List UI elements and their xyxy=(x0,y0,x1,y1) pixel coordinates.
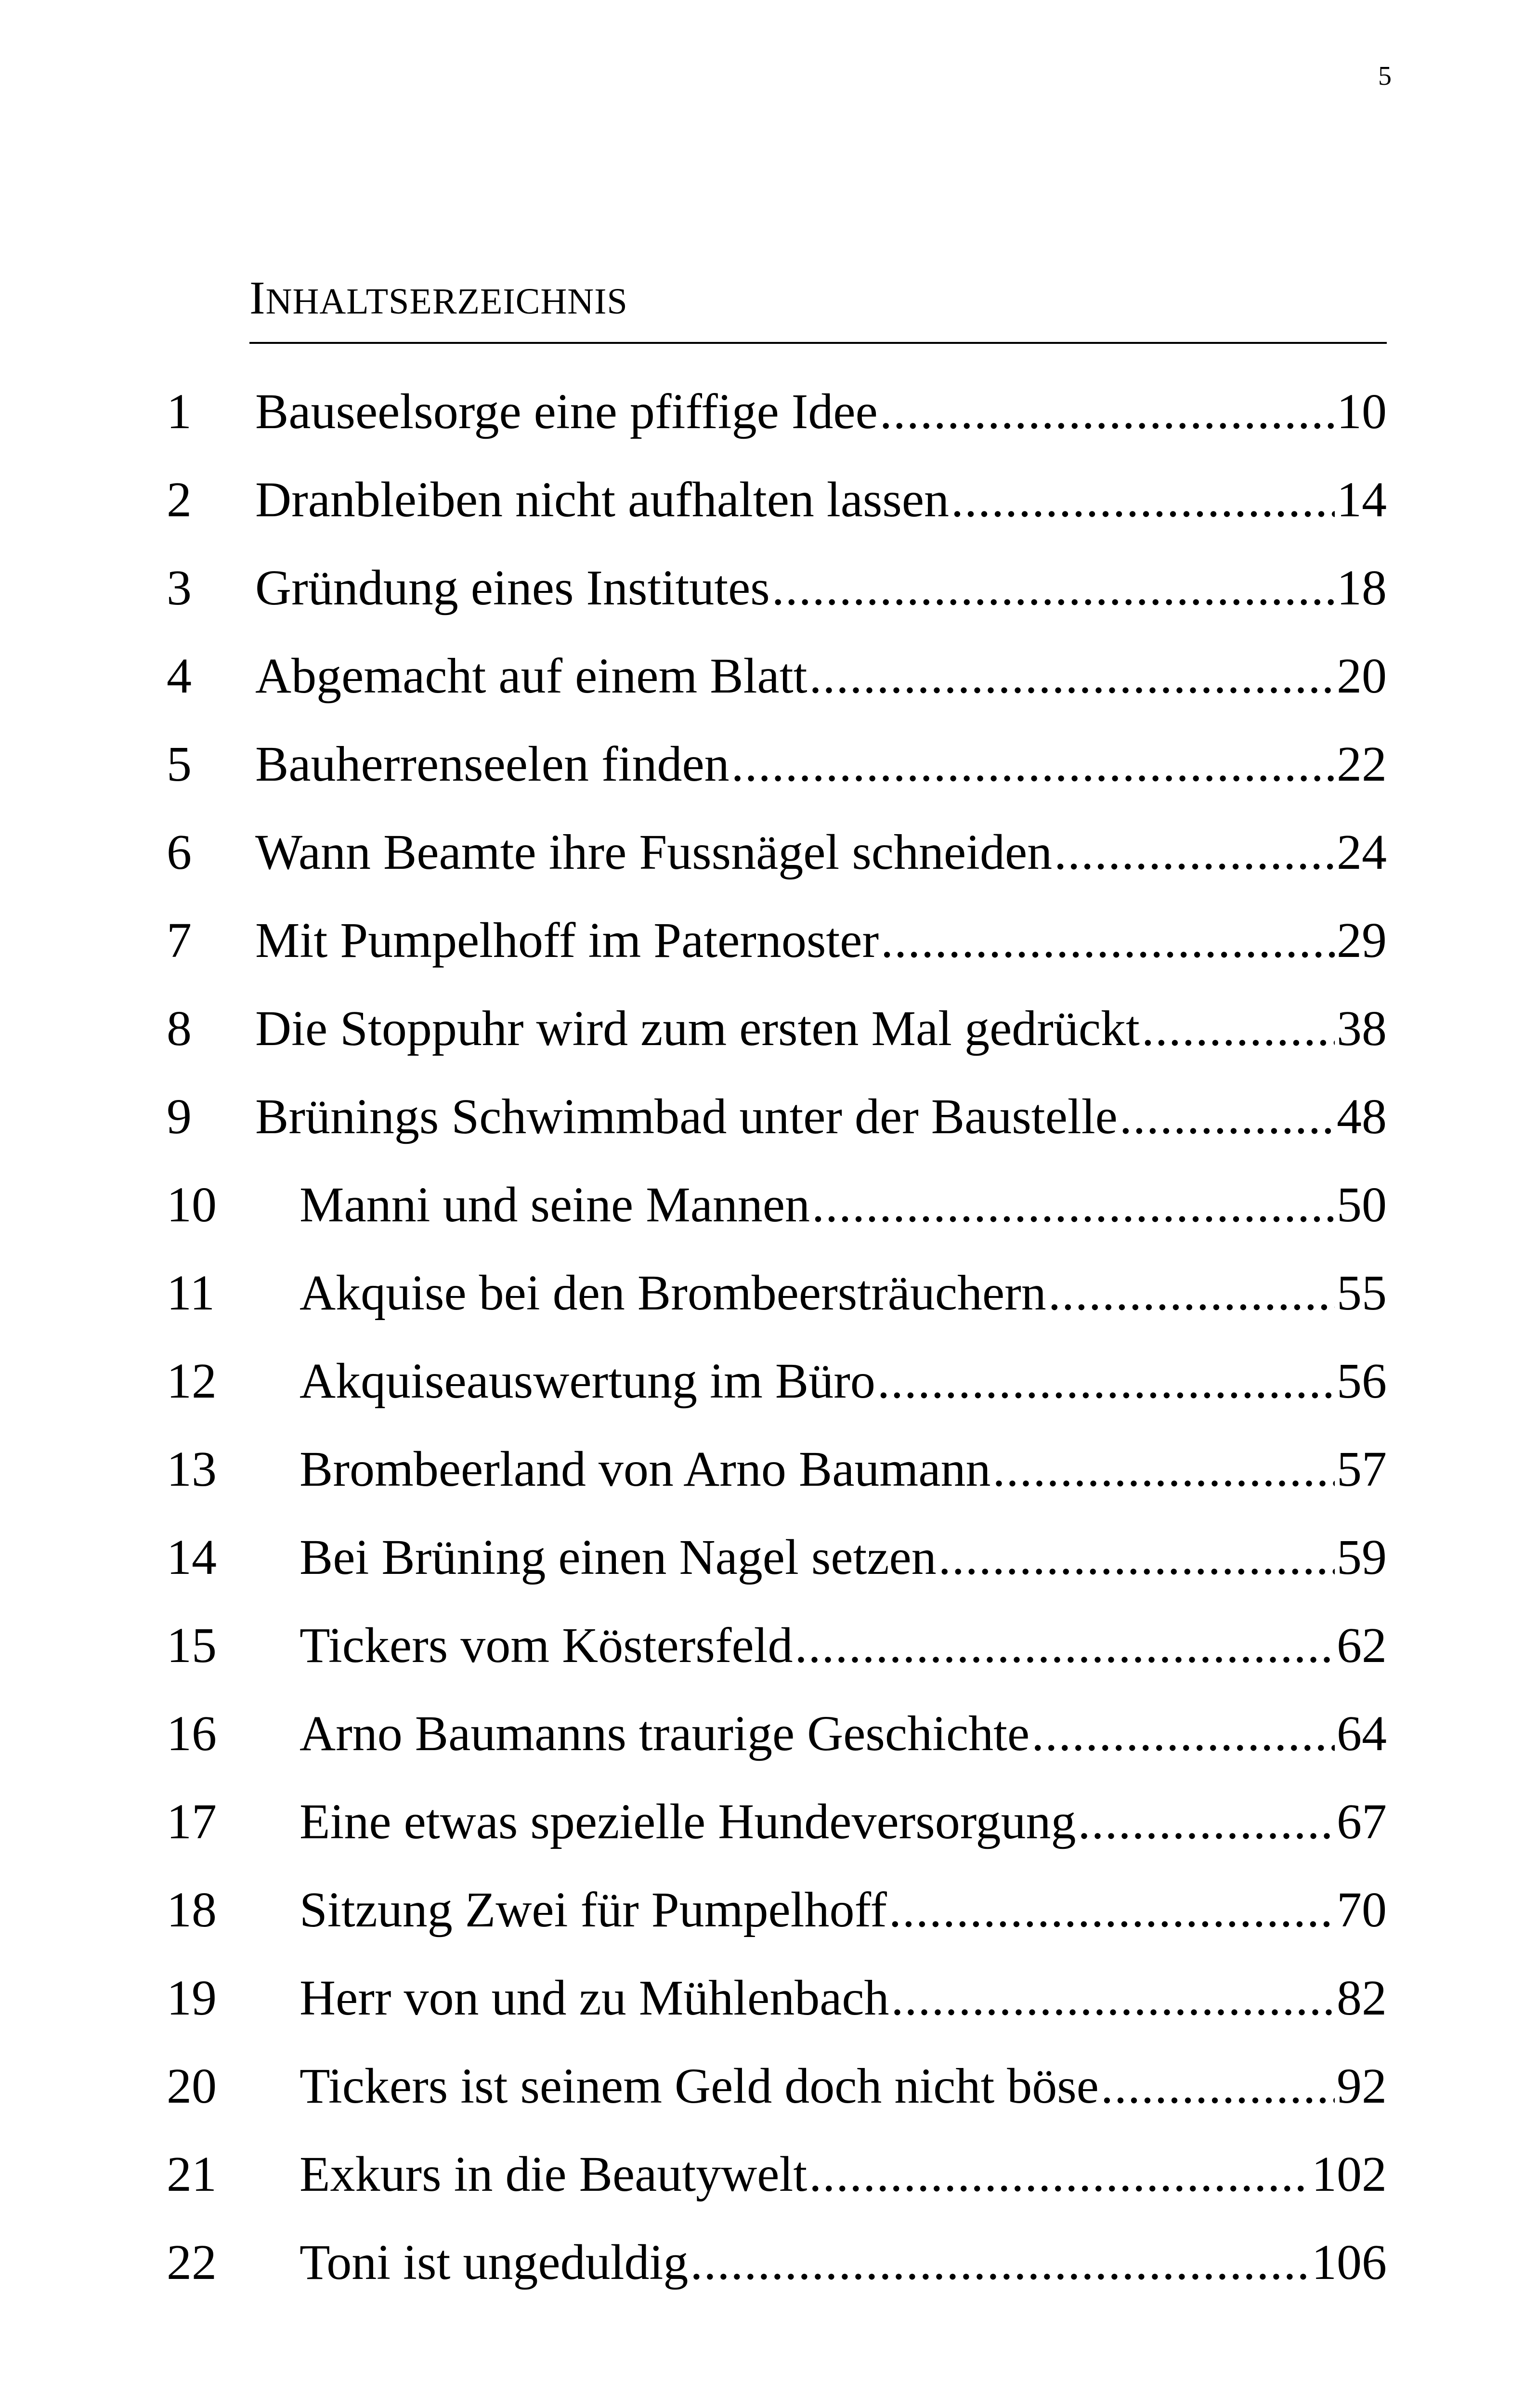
entry-body xyxy=(300,2231,1387,2294)
toc-heading-rest: NHALTSERZEICHNIS xyxy=(265,281,628,322)
entry-page-number: 20 xyxy=(1337,648,1387,704)
dot-leader xyxy=(772,557,1335,619)
entry-title: Herr von und zu Mühlenbach xyxy=(300,1970,889,2026)
entry-title: Bauseelsorge eine pfiffige Idee xyxy=(255,384,878,439)
dot-leader xyxy=(992,1438,1335,1501)
entry-number: 12 xyxy=(167,1353,217,1409)
entry-body xyxy=(300,1174,1387,1236)
toc-entry[interactable] xyxy=(0,1702,1537,1791)
entry-body xyxy=(300,1614,1387,1677)
entry-body xyxy=(255,821,1387,884)
entry-number: 9 xyxy=(167,1089,192,1144)
toc-entry[interactable] xyxy=(0,1879,1537,1967)
entry-title: Tickers ist seinem Geld doch nicht böse xyxy=(300,2058,1099,2114)
dot-leader xyxy=(1142,997,1335,1060)
entry-body xyxy=(300,1350,1387,1413)
entry-title: Die Stoppuhr wird zum ersten Mal gedrückt xyxy=(255,1001,1140,1056)
entry-number: 5 xyxy=(167,736,192,792)
entry-page-number: 64 xyxy=(1337,1706,1387,1761)
entry-number: 13 xyxy=(167,1441,217,1497)
entry-page-number: 102 xyxy=(1312,2146,1387,2202)
dot-leader xyxy=(809,645,1335,707)
entry-page-number: 62 xyxy=(1337,1618,1387,1673)
entry-body xyxy=(255,557,1387,619)
dot-leader xyxy=(951,469,1335,531)
toc-entry[interactable] xyxy=(0,997,1537,1086)
entry-title: Wann Beamte ihre Fussnägel schneiden xyxy=(255,824,1053,880)
entry-title: Sitzung Zwei für Pumpelhoff xyxy=(300,1882,887,1937)
dot-leader xyxy=(891,1967,1335,2029)
entry-body xyxy=(255,997,1387,1060)
entry-title: Dranbleiben nicht aufhalten lassen xyxy=(255,472,950,527)
entry-title: Exkurs in die Beautywelt xyxy=(300,2146,808,2202)
toc-entry[interactable] xyxy=(0,1791,1537,1879)
entry-body xyxy=(300,1879,1387,1941)
entry-number: 2 xyxy=(167,472,192,527)
dot-leader xyxy=(1101,2055,1335,2118)
toc-heading xyxy=(249,272,1387,324)
entry-body xyxy=(255,733,1387,796)
entry-page-number: 59 xyxy=(1337,1530,1387,1585)
dot-leader xyxy=(1078,1791,1335,1853)
toc-entry[interactable] xyxy=(0,645,1537,733)
entry-page-number: 56 xyxy=(1337,1353,1387,1409)
entry-body xyxy=(300,1526,1387,1589)
entry-number: 16 xyxy=(167,1706,217,1761)
dot-leader xyxy=(880,380,1335,443)
entry-page-number: 22 xyxy=(1337,736,1387,792)
toc-entry[interactable] xyxy=(0,2231,1537,2319)
dot-leader xyxy=(1054,821,1335,884)
dot-leader xyxy=(877,1350,1335,1413)
entry-number: 21 xyxy=(167,2146,217,2202)
entry-body xyxy=(300,2055,1387,2118)
dot-leader xyxy=(938,1526,1335,1589)
entry-page-number: 57 xyxy=(1337,1441,1387,1497)
toc-entry[interactable] xyxy=(0,1526,1537,1614)
dot-leader xyxy=(1031,1702,1335,1765)
toc-entry[interactable] xyxy=(0,1967,1537,2055)
entry-page-number: 10 xyxy=(1337,384,1387,439)
dot-leader xyxy=(690,2231,1310,2294)
entry-page-number: 50 xyxy=(1337,1177,1387,1232)
toc-entry[interactable] xyxy=(0,1438,1537,1526)
dot-leader xyxy=(1048,1262,1335,1324)
entry-body xyxy=(255,909,1387,972)
entry-body xyxy=(255,1086,1387,1148)
entry-title: Akquiseauswertung im Büro xyxy=(300,1353,875,1409)
entry-page-number: 82 xyxy=(1337,1970,1387,2026)
entry-number: 8 xyxy=(167,1001,192,1056)
entry-page-number: 70 xyxy=(1337,1882,1387,1937)
toc-list xyxy=(0,380,1537,2319)
toc-entry[interactable] xyxy=(0,1614,1537,1702)
dot-leader xyxy=(731,733,1335,796)
entry-number: 19 xyxy=(167,1970,217,2026)
entry-body xyxy=(300,1438,1387,1501)
entry-title: Gründung eines Institutes xyxy=(255,560,770,615)
dot-leader xyxy=(1120,1086,1335,1148)
entry-title: Brombeerland von Arno Baumann xyxy=(300,1441,991,1497)
entry-body xyxy=(300,2143,1387,2206)
entry-body xyxy=(300,1702,1387,1765)
entry-number: 18 xyxy=(167,1882,217,1937)
toc-entry[interactable] xyxy=(0,2143,1537,2231)
toc-entry[interactable] xyxy=(0,380,1537,469)
entry-number: 11 xyxy=(167,1265,215,1321)
entry-number: 10 xyxy=(167,1177,217,1232)
entry-title: Bei Brüning einen Nagel setzen xyxy=(300,1530,937,1585)
toc-entry[interactable] xyxy=(0,1350,1537,1438)
entry-title: Abgemacht auf einem Blatt xyxy=(255,648,808,704)
dot-leader xyxy=(881,909,1335,972)
entry-title: Mit Pumpelhoff im Paternoster xyxy=(255,913,879,968)
entry-number: 6 xyxy=(167,824,192,880)
entry-page-number: 29 xyxy=(1337,913,1387,968)
entry-page-number: 55 xyxy=(1337,1265,1387,1321)
entry-number: 1 xyxy=(167,384,192,439)
toc-entry[interactable] xyxy=(0,1262,1537,1350)
dot-leader xyxy=(809,2143,1310,2206)
entry-number: 22 xyxy=(167,2235,217,2290)
toc-entry[interactable] xyxy=(0,1086,1537,1174)
toc-entry[interactable] xyxy=(0,733,1537,821)
entry-page-number: 48 xyxy=(1337,1089,1387,1144)
entry-number: 15 xyxy=(167,1618,217,1673)
entry-number: 7 xyxy=(167,913,192,968)
entry-title: Bauherrenseelen finden xyxy=(255,736,729,792)
entry-number: 3 xyxy=(167,560,192,615)
entry-page-number: 106 xyxy=(1312,2235,1387,2290)
entry-title: Akquise bei den Brombeersträuchern xyxy=(300,1265,1046,1321)
entry-title: Toni ist ungeduldig xyxy=(300,2235,689,2290)
page-number: 5 xyxy=(1378,61,1392,91)
entry-body xyxy=(255,469,1387,531)
entry-page-number: 67 xyxy=(1337,1794,1387,1849)
entry-body xyxy=(300,1262,1387,1324)
entry-number: 17 xyxy=(167,1794,217,1849)
entry-title: Arno Baumanns traurige Geschichte xyxy=(300,1706,1030,1761)
entry-body xyxy=(300,1967,1387,2029)
toc-entry[interactable] xyxy=(0,2055,1537,2143)
toc-entry[interactable] xyxy=(0,821,1537,909)
dot-leader xyxy=(889,1879,1335,1941)
entry-title: Brünings Schwimmbad unter der Baustelle xyxy=(255,1089,1118,1144)
entry-title: Tickers vom Köstersfeld xyxy=(300,1618,793,1673)
entry-title: Manni und seine Mannen xyxy=(300,1177,810,1232)
toc-entry[interactable] xyxy=(0,909,1537,997)
entry-body xyxy=(255,645,1387,707)
entry-body xyxy=(300,1791,1387,1853)
entry-page-number: 14 xyxy=(1337,472,1387,527)
toc-entry[interactable] xyxy=(0,557,1537,645)
toc-entry[interactable] xyxy=(0,469,1537,557)
entry-number: 4 xyxy=(167,648,192,704)
entry-page-number: 92 xyxy=(1337,2058,1387,2114)
dot-leader xyxy=(812,1174,1335,1236)
entry-page-number: 18 xyxy=(1337,560,1387,615)
entry-page-number: 24 xyxy=(1337,824,1387,880)
entry-title: Eine etwas spezielle Hundeversorgung xyxy=(300,1794,1076,1849)
entry-number: 20 xyxy=(167,2058,217,2114)
toc-heading-initial: I xyxy=(249,272,266,324)
heading-rule xyxy=(249,342,1387,344)
dot-leader xyxy=(795,1614,1335,1677)
toc-entry[interactable] xyxy=(0,1174,1537,1262)
entry-number: 14 xyxy=(167,1530,217,1585)
entry-page-number: 38 xyxy=(1337,1001,1387,1056)
entry-body xyxy=(255,380,1387,443)
